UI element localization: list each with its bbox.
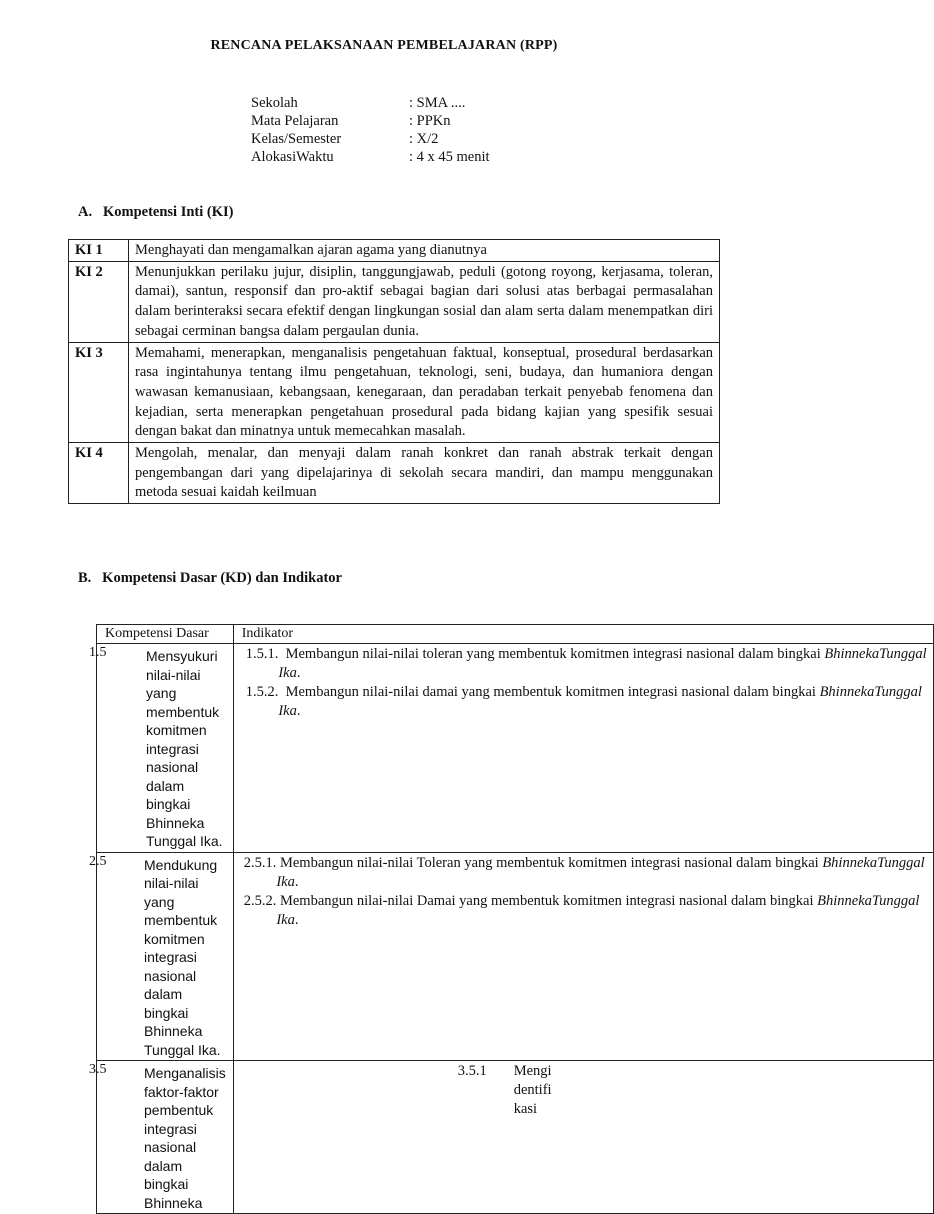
indicator-text bbox=[278, 645, 926, 683]
kd-number: 2.5 bbox=[89, 853, 107, 869]
ki-text: Memahami, menerapkan, menganalisis pengetahuan faktual, konseptual, prosedural berdasarkan rasa ingintahunya tentang ilmu pengetahuan, teknologi, seni, budaya, dan humaniora dengan wawasan kemanusiaan, kebangsaan, kenegaraan, dan peradaban terkait penyebab fenomena dan kejadian, serta menerapkan pengetahuan prosedural pada bidang kajian yang spesifik sesuai dengan bakat dan minatnya untuk memecahkan masalah. bbox=[129, 342, 720, 443]
table-row bbox=[97, 1061, 934, 1214]
table-row bbox=[69, 342, 720, 443]
section-heading-ki: A. Kompetensi Inti (KI) bbox=[78, 204, 234, 220]
indicator-number: 1.5.2. bbox=[245, 684, 279, 700]
page-title: RENCANA PELAKSANAAN PEMBELAJARAN (RPP) bbox=[210, 38, 558, 53]
ki-code: KI 1 bbox=[69, 240, 129, 262]
indicator-item bbox=[246, 683, 927, 721]
table-row bbox=[69, 443, 720, 504]
meta-label: AlokasiWaktu bbox=[251, 149, 334, 165]
meta-label: Sekolah bbox=[251, 95, 298, 111]
indicator-number: 2.5.2. bbox=[243, 892, 277, 909]
indicator-text bbox=[276, 892, 926, 930]
indicator-italic: BhinnekaTunggal Ika bbox=[278, 684, 922, 719]
kd-text: Menganalisis faktor-faktor pembentuk integrasi nasional dalam bingkai Bhinneka bbox=[144, 1065, 226, 1211]
indicator-cell bbox=[233, 1061, 933, 1214]
indicator-body: Membangun nilai-nilai toleran yang membentuk komitmen integrasi nasional dalam bingkai bbox=[278, 646, 825, 662]
kd-cell bbox=[89, 1061, 234, 1214]
kd-cell bbox=[89, 852, 234, 1061]
meta-value: : X/2 bbox=[409, 131, 439, 147]
kd-number: 1.5 bbox=[89, 645, 107, 660]
indicator-item bbox=[246, 645, 927, 683]
kd-text: Mendukung nilai-nilai yang membentuk komitmen integrasi nasional dalam bingkai Bhinneka Tunggal Ika. bbox=[144, 856, 221, 1058]
indicator-body: Membangun nilai-nilai Toleran yang membentuk komitmen integrasi nasional dalam bingkai bbox=[276, 854, 823, 871]
indicator-cell bbox=[233, 644, 933, 853]
ki-text: Menunjukkan perilaku jujur, disiplin, tanggungjawab, peduli (gotong royong, kerjasama, toleran, damai), santun, responsif dan pro-aktif sebagai bagian dari solusi atas berbagai permasalahan dalam berinteraksi secara efektif dengan lingkungan sosial dan alam serta dalam menempatkan diri sebagai cerminan bangsa dalam pergaulan dunia. bbox=[129, 261, 720, 342]
indicator-body: Membangun nilai-nilai damai yang membentuk komitmen integrasi nasional dalam bingkai bbox=[278, 684, 820, 700]
meta-value: : 4 x 45 menit bbox=[409, 149, 490, 165]
table-row bbox=[97, 852, 934, 1061]
meta-value: : SMA .... bbox=[409, 95, 466, 111]
indicator-end: . bbox=[296, 665, 301, 681]
indicator-end: . bbox=[296, 703, 301, 719]
meta-label: Mata Pelajaran bbox=[251, 113, 339, 129]
indicator-end: . bbox=[294, 911, 299, 928]
indicator-italic: BhinnekaTunggal Ika bbox=[278, 646, 927, 681]
kd-text: Mensyukuri nilai-nilai yang membentuk komitmen integrasi nasional dalam bingkai Bhinneka Tunggal Ika. bbox=[146, 648, 223, 849]
ki-text: Mengolah, menalar, dan menyaji dalam ranah konkret dan ranah abstrak terkait dengan pengembangan dari yang dipelajarinya di sekolah secara mandiri, dan mampu menggunakan metoda sesuai kaidah keilmuan bbox=[129, 443, 720, 504]
column-header-kd: Kompetensi Dasar bbox=[97, 625, 234, 644]
meta-label: Kelas/Semester bbox=[251, 131, 342, 147]
table-header-row bbox=[97, 625, 934, 644]
kd-table bbox=[89, 624, 934, 1214]
indicator-number: 1.5.1. bbox=[245, 646, 279, 662]
kd-cell bbox=[89, 644, 234, 853]
indicator-italic: BhinnekaTunggal Ika bbox=[276, 892, 920, 928]
indicator-item bbox=[244, 892, 927, 930]
meta-value: : PPKn bbox=[409, 113, 451, 129]
meta-row-class bbox=[251, 130, 490, 148]
table-row bbox=[97, 644, 934, 853]
column-header-indicator: Indikator bbox=[233, 625, 933, 644]
indicator-italic: BhinnekaTunggal Ika bbox=[276, 854, 925, 890]
table-row bbox=[69, 240, 720, 262]
ki-code: KI 3 bbox=[69, 342, 129, 443]
table-row bbox=[69, 261, 720, 342]
ki-table bbox=[68, 239, 720, 504]
indicator-item bbox=[458, 1062, 564, 1119]
indicator-text bbox=[278, 683, 926, 721]
indicator-text bbox=[276, 854, 926, 892]
kd-number: 3.5 bbox=[89, 1062, 107, 1077]
indicator-number: 2.5.1. bbox=[243, 854, 277, 871]
meta-row-time bbox=[251, 148, 490, 166]
indicator-number: 3.5.1 bbox=[457, 1063, 487, 1079]
ki-code: KI 2 bbox=[69, 261, 129, 342]
indicator-body: Membangun nilai-nilai Damai yang membentuk komitmen integrasi nasional dalam bingkai bbox=[276, 892, 818, 909]
indicator-cell bbox=[233, 852, 933, 1061]
ki-text: Menghayati dan mengamalkan ajaran agama yang dianutnya bbox=[129, 240, 720, 262]
indicator-body: Mengi dentifi kasi bbox=[513, 1063, 552, 1117]
meta-row-school bbox=[251, 94, 490, 112]
indicator-end: . bbox=[294, 873, 299, 890]
document-meta bbox=[251, 94, 490, 166]
indicator-item bbox=[244, 854, 927, 892]
ki-code: KI 4 bbox=[69, 443, 129, 504]
meta-row-subject bbox=[251, 112, 490, 130]
section-heading-kd: B. Kompetensi Dasar (KD) dan Indikator bbox=[78, 570, 342, 586]
